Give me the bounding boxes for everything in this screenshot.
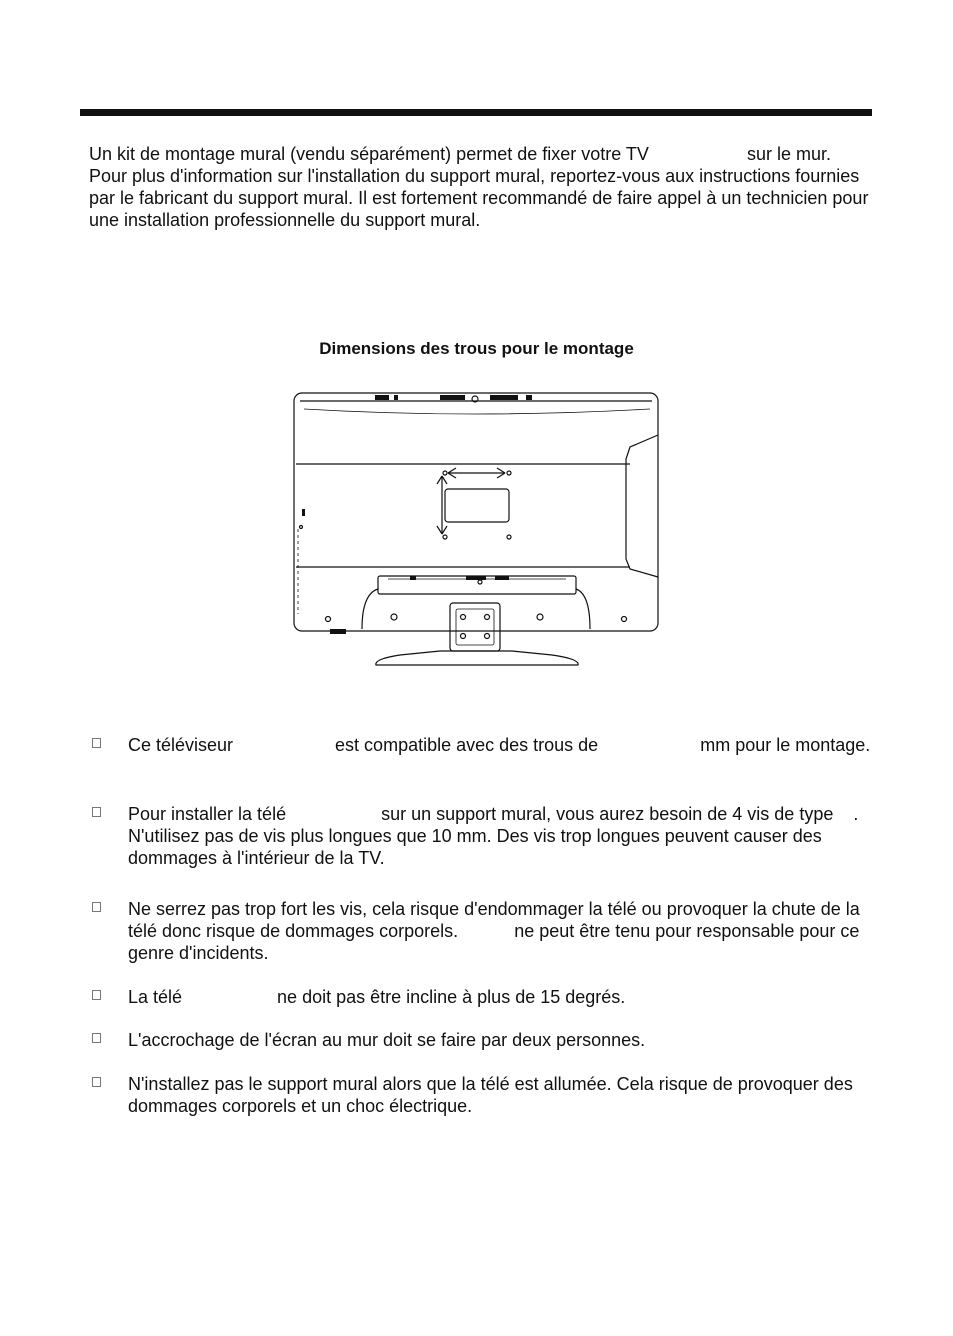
- bullet-marker: [92, 738, 101, 748]
- tv-cabinet: [294, 393, 658, 631]
- mount-hole: [507, 471, 511, 475]
- bullet-marker: [92, 990, 101, 1000]
- mount-hole: [443, 535, 447, 539]
- tv-side-panel: [626, 435, 658, 577]
- bullet-marker: [92, 807, 101, 817]
- bullet-marker: [92, 902, 101, 912]
- header-rule: [80, 109, 872, 116]
- intro-paragraph: [89, 143, 869, 231]
- tv-back-diagram: [290, 389, 662, 669]
- mount-hole: [507, 535, 511, 539]
- bullet-marker: [92, 1077, 101, 1087]
- intro-text-end: sur le mur. Pour plus d'information sur l'installation du support mural, reportez-vous aux instructions fournies par le fabricant du support mural. Il est fortement recommandé de faire appel à un technicien pour une installation professionnelle du support mural.: [89, 144, 869, 230]
- mount-hole: [443, 471, 447, 475]
- intro-text-start: Un kit de montage mural (vendu séparément) permet de fixer votre TV: [89, 144, 649, 164]
- stand-base: [376, 651, 578, 665]
- bullet-marker: [92, 1033, 101, 1043]
- figure-title: Dimensions des trous pour le montage: [319, 339, 634, 358]
- stand-neck: [450, 603, 500, 651]
- mount-plate: [445, 489, 509, 522]
